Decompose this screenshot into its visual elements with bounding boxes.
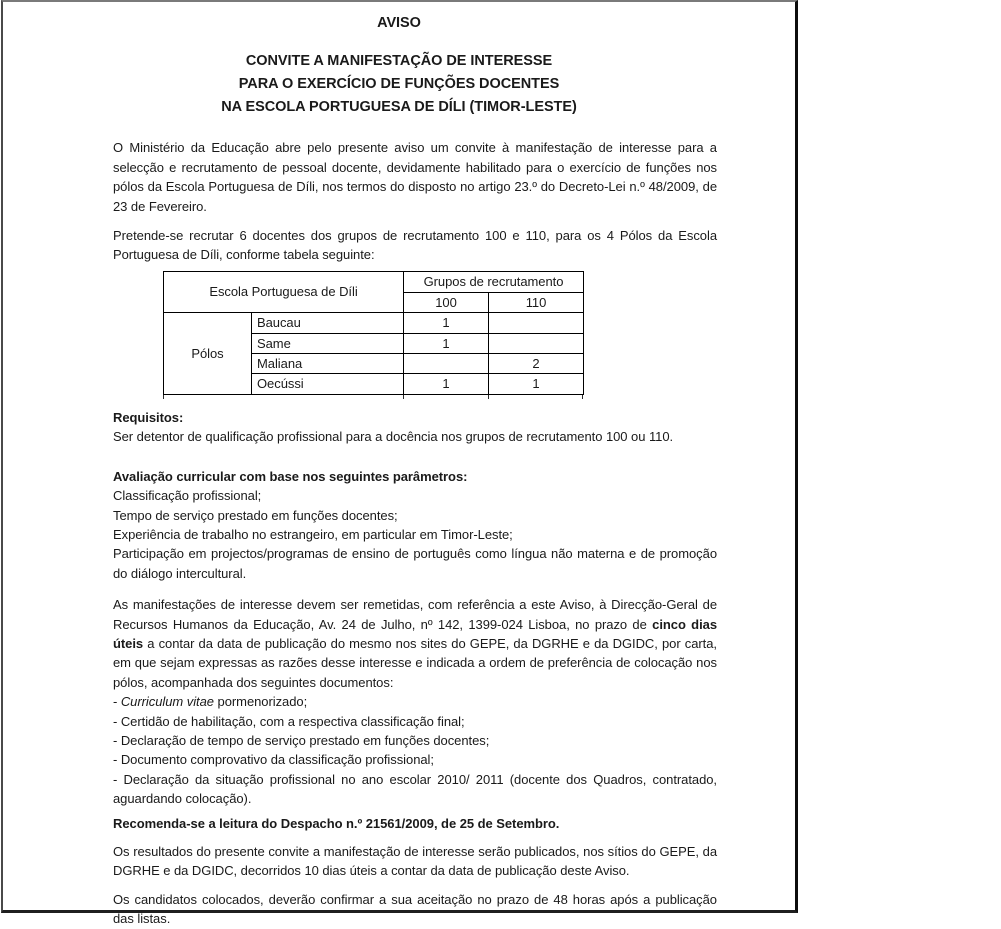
avaliacao-heading: Avaliação curricular com base nos seguintes parâmetros: xyxy=(113,468,468,484)
value-100-cell: 1 xyxy=(404,333,489,353)
value-100-cell: 1 xyxy=(404,374,489,394)
submission-section xyxy=(81,595,717,808)
value-100-cell xyxy=(404,354,489,374)
table-tick-mark xyxy=(582,395,583,399)
subject-line-1: CONVITE A MANIFESTAÇÃO DE INTERESSE xyxy=(245,53,553,70)
column-header-100: 100 xyxy=(404,292,489,312)
column-header-110: 110 xyxy=(489,292,584,312)
requisitos-heading: Requisitos: xyxy=(113,409,184,425)
notice-content xyxy=(3,2,795,927)
recommendation-paragraph: Recomenda-se a leitura do Despacho n.º 21561/2009, de 25 de Setembro. xyxy=(113,815,560,831)
confirmation-paragraph: Os candidatos colocados, deverão confirmar a sua aceitação no prazo de 48 horas após a publicação das listas. xyxy=(113,891,717,927)
document-item: - Declaração da situação profissional no ano escolar 2010/ 2011 (docente dos Quadros, contratado, aguardando colocação). xyxy=(113,771,717,807)
document-item: - Certidão de habilitação, com a respectiva classificação final; xyxy=(113,713,465,729)
group-header-cell: Grupos de recrutamento xyxy=(404,271,584,292)
subject-line-3: NA ESCOLA PORTUGUESA DE DÍLI (TIMOR-LESTE) xyxy=(221,99,577,116)
requisitos-body: Ser detentor de qualificação profissional para a docência nos grupos de recrutamento 100 ou 110. xyxy=(113,429,674,445)
polos-label-cell: Pólos xyxy=(164,313,252,395)
value-110-cell xyxy=(489,333,584,353)
avaliacao-item: Tempo de serviço prestado em funções docentes; xyxy=(113,507,398,523)
avaliacao-section xyxy=(81,467,717,583)
results-paragraph: Os resultados do presente convite a manifestação de interesse serão publicados, nos sítios do GEPE, da DGRHE e da DGIDC, decorridos 10 dias úteis a contar da data de publicação deste Aviso. xyxy=(113,844,717,879)
avaliacao-item: Classificação profissional; xyxy=(113,488,262,504)
avaliacao-item: Participação em projectos/programas de ensino de português como língua não materna e de promoção do diálogo intercultural. xyxy=(113,546,717,581)
value-110-cell xyxy=(489,313,584,333)
table-tick-mark xyxy=(403,395,404,399)
value-100-cell: 1 xyxy=(404,313,489,333)
intro-paragraph: O Ministério da Educação abre pelo presente aviso um convite à manifestação de interesse para a selecção e recrutamento de pessoal docente, devidamente habilitado para o exercício de funções nos pólos da Escola Portuguesa de Díli, nos termos do disposto no artigo 23.º do Decreto-Lei n.º 48/2009, de 23 de Fevereiro. xyxy=(113,140,717,214)
avaliacao-item: Experiência de trabalho no estrangeiro, em particular em Timor-Leste; xyxy=(113,526,513,542)
notice-title: AVISO xyxy=(377,15,421,31)
table-row-group-header xyxy=(164,271,584,292)
value-110-cell: 1 xyxy=(489,374,584,394)
recruitment-table xyxy=(163,271,584,395)
table-row-baucau xyxy=(164,313,584,333)
recruitment-summary-paragraph: Pretende-se recrutar 6 docentes dos grupos de recrutamento 100 e 110, para os 4 Pólos da Escola Portuguesa de Díli, conforme tabela seguinte: xyxy=(113,228,717,263)
document-item: - Documento comprovativo da classificação profissional; xyxy=(113,752,434,768)
submission-paragraph: As manifestações de interesse devem ser remetidas, com referência a este Aviso, à Direcção-Geral de Recursos Humanos da Educação, Av. 24 de Julho, nº 142, 1399-024 Lisboa, no prazo de cinco dias úteis a contar da data de publicação do mesmo nos sites do GEPE, da DGRHE e da DGIDC, por carta, em que sejam expressas as razões desse interesse e indicada a ordem de preferência de colocação nos pólos, acompanhada dos seguintes documentos: xyxy=(113,597,717,690)
document-item: - Declaração de tempo de serviço prestado em funções docentes; xyxy=(113,732,490,748)
notice-subject xyxy=(81,50,717,119)
polo-name-cell: Same xyxy=(252,333,404,353)
school-header-cell: Escola Portuguesa de Díli xyxy=(164,271,404,312)
table-tick-mark xyxy=(163,395,164,399)
value-110-cell: 2 xyxy=(489,354,584,374)
table-tick-mark xyxy=(488,395,489,399)
polo-name-cell: Baucau xyxy=(252,313,404,333)
notice-page xyxy=(1,0,798,927)
polo-name-cell: Oecússi xyxy=(252,374,404,394)
requisitos-section xyxy=(81,408,717,447)
subject-line-2: PARA O EXERCÍCIO DE FUNÇÕES DOCENTES xyxy=(238,76,560,93)
recruitment-table-wrapper xyxy=(163,271,583,395)
polo-name-cell: Maliana xyxy=(252,354,404,374)
document-item: - Curriculum vitae pormenorizado; xyxy=(113,694,308,710)
